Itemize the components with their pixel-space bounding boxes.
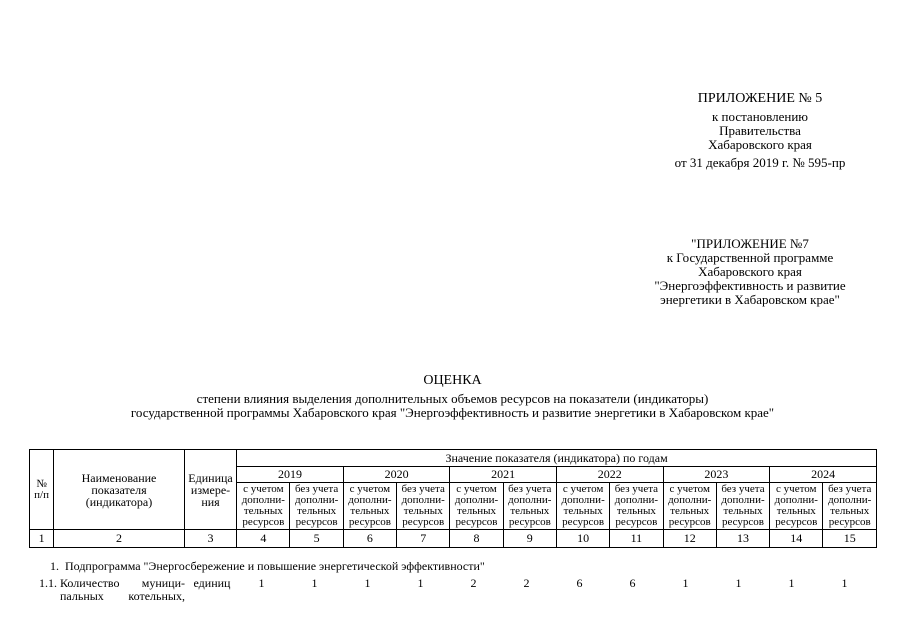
- header-sub-line: тельных: [670, 505, 710, 517]
- header-unit-line: измере-: [190, 482, 231, 497]
- header-sub-line: с учетом: [243, 483, 284, 495]
- header-sub-line: дополни-: [454, 494, 499, 506]
- header-sub-line: тельных: [457, 505, 496, 517]
- header-sub-line: дополни-: [348, 494, 392, 506]
- header-sub-line: с учетом: [669, 483, 710, 495]
- header-name-line: (индикатора): [85, 494, 153, 509]
- header-sub-line: тельных: [563, 505, 603, 517]
- header-number-line: п/п: [34, 488, 49, 501]
- header-sub-line: тельных: [830, 505, 870, 517]
- header-sub-line: дополни-: [774, 494, 818, 506]
- document-subtitle-line: государственной программы Хабаровского края "Энергоэффективность и развитие энергетики в Хабаровском крае": [130, 405, 775, 420]
- header-sub-line: дополни-: [721, 494, 765, 506]
- appendix-7-line: энергетики в Хабаровском крае": [660, 292, 840, 307]
- row-value-cell: 6: [576, 576, 583, 590]
- header-indicator-name: [54, 450, 185, 530]
- header-sub-line: дополни-: [828, 494, 872, 506]
- appendix-5-date: от 31 декабря 2019 г. № 595-пр: [674, 155, 846, 170]
- column-number-cell: 2: [54, 530, 185, 548]
- appendix-7-line: Хабаровского края: [698, 264, 802, 279]
- column-number-cell: 6: [343, 530, 396, 548]
- column-number-cell: 12: [663, 530, 716, 548]
- header-sub-line: дополни-: [561, 494, 605, 506]
- document-title: ОЦЕНКА: [423, 373, 482, 388]
- document-subtitle-line: степени влияния выделения дополнительных объемов ресурсов на показатели (индикаторы): [196, 391, 709, 406]
- header-sub-line: ресурсов: [295, 516, 338, 528]
- header-sub-line: ресурсов: [722, 516, 764, 528]
- header-name-line: Наименование: [81, 470, 157, 485]
- header-unit-line: Единица: [188, 470, 233, 485]
- header-sub-line: без учета: [508, 483, 552, 495]
- column-number-cell: 3: [184, 530, 236, 548]
- row-value-cell: 2: [523, 576, 530, 590]
- header-year: 2024: [770, 467, 877, 483]
- header-year: 2019: [237, 467, 344, 483]
- header-without-resources: [610, 483, 663, 530]
- header-sub-line: дополни-: [401, 494, 445, 506]
- header-unit: [184, 450, 236, 530]
- header-sub-line: ресурсов: [455, 516, 498, 528]
- column-number-cell: 5: [290, 530, 343, 548]
- header-year: 2023: [663, 467, 770, 483]
- column-number-cell: 8: [450, 530, 503, 548]
- header-sub-line: дополни-: [668, 494, 712, 506]
- row-value-cell: 1: [258, 576, 265, 590]
- header-without-resources: [716, 483, 769, 530]
- appendix-7-block: [630, 237, 870, 307]
- header-sub-line: без учета: [401, 483, 445, 495]
- header-with-resources: [450, 483, 503, 530]
- row-value-cell: 1: [735, 576, 742, 590]
- column-number-cell: 9: [503, 530, 556, 548]
- header-sub-line: с учетом: [349, 483, 391, 495]
- appendix-5-title: ПРИЛОЖЕНИЕ № 5: [697, 91, 823, 106]
- appendix-5-line: к постановлению: [711, 109, 809, 124]
- appendix-7-line: к Государственной программе: [666, 250, 834, 265]
- row-value-cell: 1: [682, 576, 689, 590]
- header-sub-line: ресурсов: [508, 516, 551, 528]
- header-year: 2020: [343, 467, 450, 483]
- column-number-cell: 1: [30, 530, 54, 548]
- header-sub-line: тельных: [350, 505, 390, 517]
- header-year: 2021: [450, 467, 557, 483]
- header-sub-line: ресурсов: [348, 516, 391, 528]
- column-number-cell: 11: [610, 530, 663, 548]
- header-number: [30, 450, 54, 530]
- subprogram-row: [29, 560, 485, 573]
- row-name-line: пальных котельных,: [60, 589, 185, 603]
- header-sub-line: без учета: [614, 483, 659, 495]
- row-value-cell: 2: [470, 576, 477, 590]
- row-value-cell: 1: [311, 576, 318, 590]
- header-with-resources: [663, 483, 716, 530]
- appendix-5-line: Правительства: [719, 123, 801, 138]
- header-sub-line: без учета: [721, 483, 765, 495]
- header-values-by-year: Значение показателя (индикатора) по годам: [237, 450, 877, 467]
- header-sub-line: ресурсов: [242, 516, 285, 528]
- header-sub-line: ресурсов: [562, 516, 605, 528]
- header-sub-line: дополни-: [241, 494, 285, 506]
- header-sub-line: ресурсов: [615, 516, 658, 528]
- indicators-table: [29, 449, 877, 548]
- row-indicator-name: [60, 577, 185, 603]
- header-unit-line: ния: [201, 494, 220, 509]
- header-sub-line: тельных: [510, 505, 550, 517]
- header-with-resources: [237, 483, 290, 530]
- column-number-cell: 13: [716, 530, 769, 548]
- row-unit: единиц: [193, 576, 231, 590]
- header-sub-line: с учетом: [456, 483, 497, 495]
- header-without-resources: [290, 483, 343, 530]
- header-sub-line: тельных: [616, 505, 656, 517]
- header-without-resources: [397, 483, 450, 530]
- header-with-resources: [343, 483, 396, 530]
- header-sub-line: тельных: [243, 505, 283, 517]
- subprogram-number: 1.: [50, 559, 59, 573]
- header-sub-line: тельных: [403, 505, 443, 517]
- header-sub-line: с учетом: [562, 483, 604, 495]
- header-with-resources: [770, 483, 823, 530]
- row-value-cell: 6: [629, 576, 636, 590]
- header-sub-line: дополни-: [508, 494, 552, 506]
- row-number: 1.1.: [39, 576, 57, 590]
- row-value-cell: 1: [788, 576, 795, 590]
- header-sub-line: ресурсов: [402, 516, 445, 528]
- header-sub-line: ресурсов: [828, 516, 871, 528]
- column-number-cell: 14: [770, 530, 823, 548]
- header-sub-line: дополни-: [614, 494, 659, 506]
- header-sub-line: без учета: [294, 483, 339, 495]
- header-name-line: показателя: [91, 482, 147, 497]
- header-with-resources: [556, 483, 609, 530]
- appendix-5-block: [640, 92, 880, 170]
- column-number-cell: 4: [237, 530, 290, 548]
- appendix-5-line: Хабаровского края: [708, 137, 812, 152]
- column-number-cell: 7: [397, 530, 450, 548]
- header-sub-line: ресурсов: [668, 516, 711, 528]
- row-name-line: Количество муници-: [60, 576, 185, 590]
- subprogram-title: Подпрограмма "Энергосбережение и повышение энергетической эффективности": [65, 559, 485, 573]
- row-value-cell: 1: [364, 576, 371, 590]
- header-sub-line: тельных: [297, 505, 337, 517]
- row-value-cell: 1: [417, 576, 424, 590]
- column-number-cell: 10: [556, 530, 609, 548]
- header-sub-line: без учета: [828, 483, 872, 495]
- header-without-resources: [823, 483, 877, 530]
- document-heading: [0, 374, 905, 420]
- appendix-7-title: "ПРИЛОЖЕНИЕ №7: [691, 236, 809, 251]
- row-value-cell: 1: [841, 576, 848, 590]
- header-number-line: №: [36, 477, 47, 490]
- header-sub-line: дополни-: [294, 494, 339, 506]
- header-without-resources: [503, 483, 556, 530]
- header-sub-line: с учетом: [776, 483, 817, 495]
- appendix-7-line: "Энергоэффективность и развитие: [654, 278, 846, 293]
- header-sub-line: тельных: [723, 505, 763, 517]
- header-year: 2022: [556, 467, 663, 483]
- column-number-cell: 15: [823, 530, 877, 548]
- header-sub-line: тельных: [776, 505, 816, 517]
- header-sub-line: ресурсов: [775, 516, 818, 528]
